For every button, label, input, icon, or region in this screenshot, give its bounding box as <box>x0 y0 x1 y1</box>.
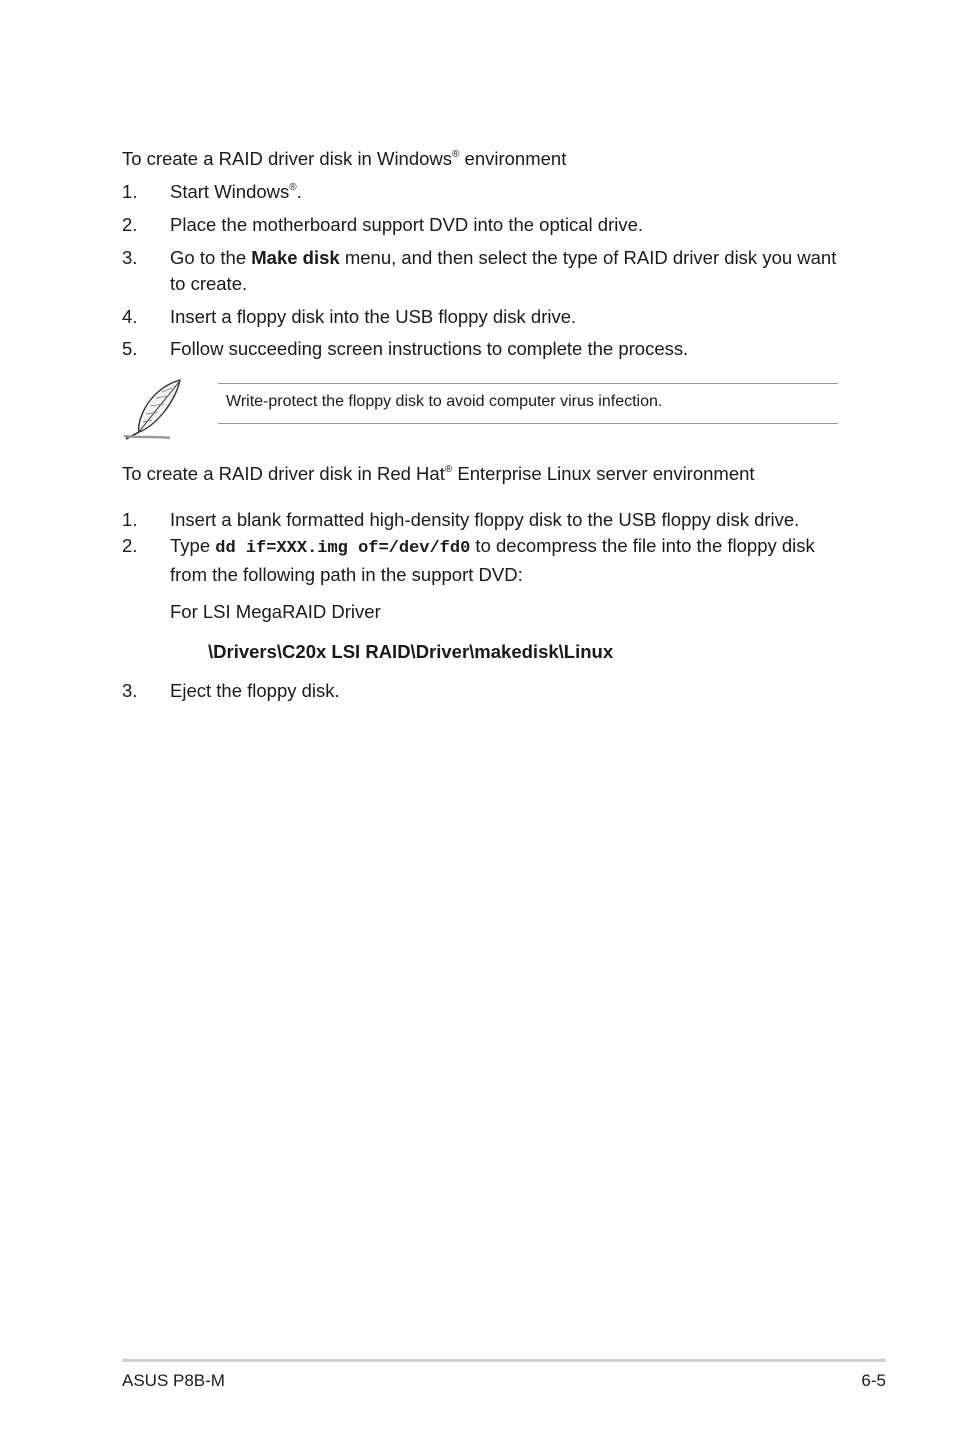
step-text: Go to the Make disk menu, and then select the type of RAID driver disk you want to create. <box>170 247 837 294</box>
step-number: 3. <box>122 680 138 701</box>
make-disk-menu-label: Make disk <box>251 247 340 268</box>
step-number: 3. <box>122 247 138 268</box>
step-number: 1. <box>122 181 138 202</box>
note-text: Write-protect the floppy disk to avoid computer virus infection. <box>226 393 663 410</box>
note-top-rule <box>218 383 838 384</box>
driver-label: For LSI MegaRAID Driver <box>170 601 381 622</box>
footer-page-number: 6-5 <box>861 1371 886 1390</box>
step-number: 4. <box>122 306 138 327</box>
step-number: 2. <box>122 214 138 235</box>
feather-pen-icon <box>122 376 188 449</box>
windows-section-heading: To create a RAID driver disk in Windows® environment <box>122 148 567 169</box>
step-text: Type dd if=XXX.img of=/dev/fd0 to decompress the file into the floppy disk from the following path in the support DVD: <box>170 535 815 585</box>
step-text: Place the motherboard support DVD into the optical drive. <box>170 214 644 235</box>
step-text: Start Windows®. <box>170 181 302 202</box>
note-bottom-rule <box>218 423 838 424</box>
step-number: 5. <box>122 338 138 359</box>
footer-product-name: ASUS P8B-M <box>122 1371 225 1390</box>
step-number: 2. <box>122 535 138 556</box>
step-text: Eject the floppy disk. <box>170 680 340 701</box>
step-number: 1. <box>122 509 138 530</box>
command-code: dd if=XXX.img of=/dev/fd0 <box>215 539 471 558</box>
step-text: Follow succeeding screen instructions to complete the process. <box>170 338 689 359</box>
driver-path: \Drivers\C20x LSI RAID\Driver\makedisk\Linux <box>208 641 614 662</box>
linux-section-heading: To create a RAID driver disk in Red Hat® Enterprise Linux server environment <box>122 463 755 484</box>
footer-rule <box>122 1359 886 1362</box>
step-text: Insert a blank formatted high-density floppy disk to the USB floppy disk drive. <box>170 509 800 530</box>
step-text: Insert a floppy disk into the USB floppy disk drive. <box>170 306 577 327</box>
